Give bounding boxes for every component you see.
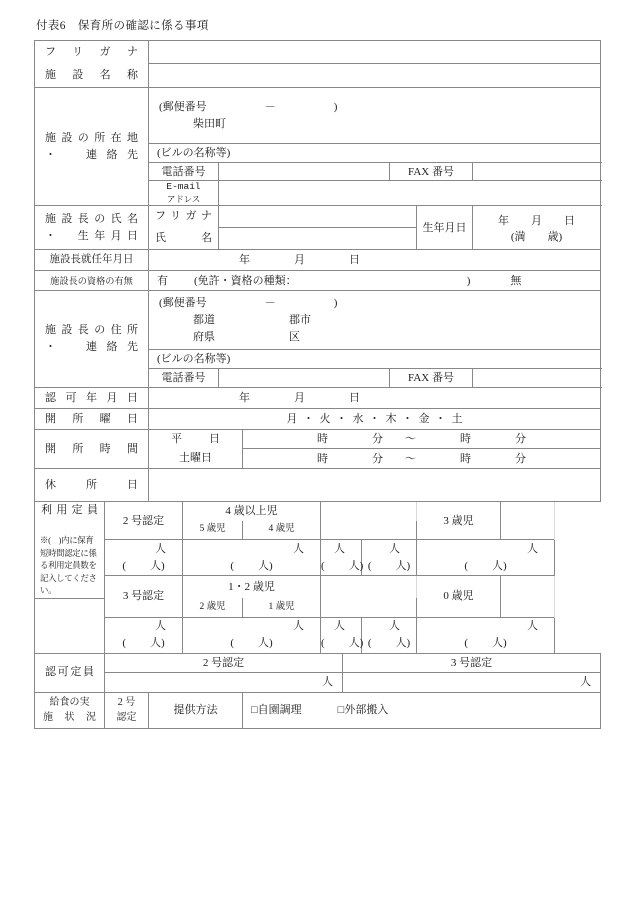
label-closed-days — [35, 469, 149, 502]
label-capacity-age5 — [183, 521, 243, 540]
capacity-value-type3-total[interactable] — [105, 617, 183, 653]
field-facility-email[interactable] — [219, 181, 601, 206]
building-label: (ビルの名称等) — [157, 147, 231, 159]
director-postal-dash: － — [264, 297, 276, 309]
capacity-age5-label: 5 歳児 — [199, 524, 226, 535]
unit-paren-8 — [321, 635, 364, 652]
field-appointment-date[interactable] — [149, 250, 601, 271]
field-meals-options[interactable] — [243, 692, 601, 728]
label-facility-email — [149, 181, 219, 206]
facility-address-content — [149, 95, 600, 136]
field-director-shimei[interactable] — [219, 228, 417, 250]
capacity-value-age4[interactable] — [362, 540, 417, 576]
meals-type2-line1: 2 号 — [117, 697, 136, 708]
field-facility-tel[interactable] — [219, 163, 390, 181]
label-open-hours — [35, 430, 149, 469]
table-row-approved-capacity-header — [35, 653, 601, 672]
meals-options — [243, 702, 600, 718]
field-approval-date[interactable] — [149, 388, 601, 409]
unit-paren-3 — [321, 558, 364, 575]
label-saturday — [149, 449, 243, 469]
facility-postal-line — [159, 101, 337, 113]
capacity-age12-label: 1・2 歳児 — [228, 581, 275, 593]
table-row-capacity-type3-header — [35, 576, 601, 599]
unit-person-1: 人 — [155, 542, 167, 555]
label-facility-address — [35, 88, 149, 206]
table-row-appointment-date — [35, 250, 601, 271]
capacity-label-spacer — [35, 598, 105, 653]
spacer-type2-right — [501, 502, 555, 521]
meals-method-label: 提供方法 — [173, 704, 218, 716]
paren-open-10: ( — [464, 637, 469, 649]
approved-type2-label: 2 号認定 — [202, 656, 245, 669]
paren-close-5: 人) — [492, 559, 507, 572]
unit-person-8: 人 — [334, 620, 346, 632]
approval-date-ymd: 年 月 日 — [239, 392, 361, 404]
email-label-line2: アドレス — [166, 194, 201, 204]
unit-person-9: 人 — [389, 620, 401, 632]
director-postal-close: ) — [333, 297, 338, 309]
qualification-label: 施設長の資格の有無 — [50, 275, 133, 286]
open-days-sep-3: ・ — [369, 413, 381, 425]
label-capacity-age2 — [183, 598, 243, 617]
meals-type2-line2: 認定 — [116, 712, 137, 723]
label-capacity-age3 — [417, 502, 501, 540]
field-facility-building[interactable] — [149, 144, 601, 163]
open-days-sep-4: ・ — [402, 413, 414, 425]
meals-label-line1: 給食の実 — [49, 697, 90, 708]
label-director-shimei — [149, 228, 219, 250]
director-tel-label: 電話番号 — [161, 372, 206, 384]
table-row-meals — [35, 692, 601, 728]
fax-label: FAX 番号 — [408, 165, 454, 178]
label-director-furigana — [149, 206, 219, 228]
city-line2: 区 — [289, 331, 301, 343]
field-qualification[interactable] — [149, 271, 601, 291]
field-facility-fax[interactable] — [473, 163, 601, 181]
appointment-ymd: 年 月 日 — [239, 254, 361, 266]
paren-open-4: ( — [367, 559, 372, 572]
qualification-close: ) — [466, 274, 471, 287]
capacity-value-age1[interactable] — [362, 617, 417, 653]
field-director-furigana[interactable] — [219, 206, 417, 228]
label-facility-name — [35, 64, 149, 88]
prefecture-city-row-1 — [159, 312, 600, 329]
open-days-sep-5: ・ — [435, 413, 447, 425]
capacity-label: 利用定員 — [41, 504, 98, 516]
field-facility-name[interactable] — [149, 64, 601, 88]
label-appointment-date — [35, 250, 149, 271]
label-meals-method — [149, 692, 243, 728]
approved-type2-unit: 人 — [322, 676, 334, 688]
capacity-age3-label: 3 歳児 — [443, 514, 474, 527]
table-row-open-hours-weekday — [35, 430, 601, 449]
paren-open-2: ( — [230, 559, 235, 572]
postal-label: (郵便番号 — [159, 101, 207, 113]
label-weekday — [149, 430, 243, 449]
open-day-tue[interactable]: 火 — [319, 413, 331, 425]
label-facility-fax — [390, 163, 473, 181]
director-postal-label: (郵便番号 — [159, 297, 207, 309]
paren-close-2: 人) — [258, 559, 273, 572]
unit-person-10: 人 — [527, 620, 539, 632]
capacity-value-age3[interactable] — [417, 540, 555, 576]
paren-open-6: ( — [122, 637, 126, 649]
postal-dash: － — [264, 101, 276, 113]
unit-person-4: 人 — [389, 542, 401, 555]
label-director-fax — [390, 369, 473, 388]
table-row-director-address — [35, 291, 601, 350]
field-director-building[interactable] — [149, 350, 601, 369]
meals-label-line2: 施状況 — [43, 712, 96, 723]
paren-open-3: ( — [321, 559, 325, 572]
qualification-yes[interactable]: 有 — [157, 274, 169, 287]
table-row-approval-date — [35, 388, 601, 409]
capacity-value-age2[interactable] — [321, 617, 362, 653]
city-line1: 郡市 — [289, 314, 312, 326]
checkbox-inhouse-cooking[interactable]: □自園調理 — [251, 704, 302, 716]
prefecture-line1: 都道 — [193, 314, 216, 326]
unit-paren-9 — [362, 635, 416, 652]
open-day-sat[interactable]: 土 — [451, 413, 463, 425]
checkbox-external-delivery[interactable]: □外部搬入 — [337, 704, 389, 716]
field-closed-days[interactable] — [149, 469, 601, 502]
field-saturday-hours[interactable] — [243, 449, 601, 469]
spacer-type2-right2 — [501, 521, 555, 540]
capacity-age4plus-label: 4 歳以上児 — [225, 505, 278, 518]
approved-capacity-label: 認可定員 — [45, 666, 94, 678]
unit-paren-10 — [417, 635, 554, 652]
spacer-type3-right — [501, 576, 555, 599]
label-meals — [35, 692, 105, 728]
table-row-facility-name — [35, 64, 601, 88]
label-capacity-age1 — [243, 598, 321, 617]
field-open-days[interactable] — [149, 409, 601, 430]
unit-person-3: 人 — [334, 542, 346, 555]
saturday-hours-pattern: 時 分 ～ 時 分 — [317, 452, 527, 465]
capacity-age1-label: 1 歳児 — [268, 601, 295, 612]
facility-name-label: 施設名称 — [45, 68, 139, 81]
field-weekday-hours[interactable] — [243, 430, 601, 449]
director-building-label: (ビルの名称等) — [157, 353, 231, 365]
label-capacity-age12 — [183, 576, 321, 599]
unit-paren-7 — [183, 635, 320, 652]
qualification-options — [149, 273, 600, 289]
field-director-address[interactable] — [149, 291, 601, 350]
label-approved-type3 — [343, 653, 601, 672]
director-address-content — [149, 291, 600, 349]
capacity-type2-label: 2 号認定 — [122, 514, 165, 527]
open-hours-label: 開所時間 — [45, 442, 139, 455]
table-row-capacity-type2-header — [35, 502, 601, 521]
field-approved-type2[interactable] — [105, 672, 343, 692]
label-approval-date — [35, 388, 149, 409]
table-row-closed-days — [35, 469, 601, 502]
label-birthdate — [417, 206, 473, 250]
unit-paren-1 — [105, 558, 182, 575]
unit-person-6: 人 — [155, 620, 167, 632]
director-fax-label: FAX 番号 — [408, 372, 454, 384]
label-meals-type2 — [105, 692, 149, 728]
label-director-address — [35, 291, 149, 388]
capacity-note: ※( )内に保育短時間認定に係る利用定員数を記入してください。 — [40, 536, 97, 595]
paren-open-7: ( — [230, 637, 235, 649]
director-name-label-line1: 施設長の氏名 — [45, 212, 139, 225]
prefecture-city-row-2 — [159, 329, 600, 346]
table-row-qualification — [35, 271, 601, 291]
paren-close-8: 人) — [348, 637, 364, 649]
paren-close-3: 人) — [348, 559, 364, 572]
label-capacity-type3 — [105, 576, 183, 618]
director-address-label-line1: 施設長の住所 — [45, 324, 139, 336]
field-birthdate[interactable] — [473, 206, 601, 250]
capacity-type3-label: 3 号認定 — [122, 590, 165, 603]
weekday-hours-pattern: 時 分 ～ 時 分 — [317, 433, 527, 445]
capacity-value-age5[interactable] — [321, 540, 362, 576]
capacity-age2-label: 2 歳児 — [199, 601, 226, 612]
spacer-type3-mid — [321, 576, 417, 599]
director-furigana-label: フリガナ — [155, 210, 213, 223]
table-row-approved-capacity-values — [35, 672, 601, 692]
label-qualification — [35, 271, 149, 291]
director-name-label-line2: ・ 生年月日 — [45, 229, 139, 242]
label-approved-type2 — [105, 653, 343, 672]
saturday-label: 土曜日 — [179, 452, 213, 465]
open-day-thu[interactable]: 木 — [385, 413, 397, 425]
facility-confirmation-form — [34, 40, 601, 729]
open-days-list — [149, 411, 600, 427]
unit-person-7: 人 — [293, 620, 305, 632]
paren-open-1: ( — [122, 559, 126, 572]
capacity-age4-label: 4 歳児 — [268, 524, 295, 535]
open-day-fri[interactable]: 金 — [418, 413, 430, 425]
qualification-no[interactable]: 無 — [510, 274, 522, 287]
unit-person-2: 人 — [293, 542, 305, 555]
label-facility-tel — [149, 163, 219, 181]
paren-close-10: 人) — [492, 637, 507, 649]
director-shimei-label: 氏名 — [155, 231, 213, 244]
email-label-line1: E-mail — [166, 181, 201, 192]
page-title: 付表6 保育所の確認に係る事項 — [36, 20, 209, 32]
approved-type3-unit: 人 — [580, 676, 592, 688]
paren-open-5: ( — [464, 559, 469, 572]
open-day-mon[interactable]: 月 — [286, 413, 298, 425]
prefecture-line2: 府県 — [193, 331, 216, 343]
postal-close: ) — [333, 101, 338, 113]
label-director-tel — [149, 369, 219, 388]
open-days-sep-2: ・ — [336, 413, 348, 425]
label-open-days — [35, 409, 149, 430]
label-capacity-age4plus — [183, 502, 321, 521]
field-facility-address[interactable] — [149, 88, 601, 144]
table-row-director-name — [35, 206, 601, 228]
table-row-capacity-type2-values — [35, 540, 601, 576]
label-capacity — [35, 502, 105, 599]
open-day-wed[interactable]: 水 — [352, 413, 364, 425]
facility-address-label-line1: 施設の所在地 — [45, 131, 139, 144]
label-approved-capacity — [35, 653, 105, 692]
birthdate-age: (満 歳) — [510, 230, 563, 243]
unit-paren-4 — [362, 558, 416, 575]
birthdate-ymd: 年 月 日 — [498, 214, 576, 227]
paren-close-4: 人) — [395, 559, 411, 572]
birthdate-label: 生年月日 — [422, 221, 467, 234]
approved-type3-label: 3 号認定 — [450, 656, 493, 669]
qualification-kind-label: (免許・資格の種類： — [194, 274, 297, 287]
capacity-age0-label: 0 歳児 — [443, 590, 474, 603]
closed-days-label: 休所日 — [45, 478, 139, 491]
open-days-label: 開所曜日 — [45, 412, 139, 425]
capacity-value-type2-total[interactable] — [105, 540, 183, 576]
paren-open-8: ( — [321, 637, 325, 649]
label-furigana — [35, 41, 149, 64]
field-furigana[interactable] — [149, 41, 601, 64]
spacer-type3-mid2 — [321, 598, 417, 617]
capacity-value-age12[interactable] — [183, 617, 321, 653]
paren-close-6: 人) — [150, 637, 165, 649]
table-row-capacity-type3-values — [35, 617, 601, 653]
tel-label: 電話番号 — [161, 165, 206, 178]
approval-date-label: 認可年月日 — [45, 391, 139, 404]
table-row-open-days — [35, 409, 601, 430]
label-director-name — [35, 206, 149, 250]
field-director-fax[interactable] — [473, 369, 601, 388]
field-approved-type3[interactable] — [343, 672, 601, 692]
table-row-furigana — [35, 41, 601, 64]
furigana-label: フリガナ — [45, 45, 139, 58]
facility-address-label-line2: ・ 連絡先 — [45, 148, 139, 161]
appointment-label: 施設長就任年月日 — [49, 254, 134, 265]
weekday-label: 平日 — [171, 432, 221, 445]
unit-paren-6 — [105, 635, 182, 652]
spacer-type3-right2 — [501, 598, 555, 617]
table-row-facility-address — [35, 88, 601, 144]
paren-close-7: 人) — [258, 637, 273, 649]
label-capacity-type2 — [105, 502, 183, 540]
capacity-value-age4plus[interactable] — [183, 540, 321, 576]
paren-close-1: 人) — [150, 559, 165, 572]
unit-paren-5 — [417, 558, 554, 575]
director-address-label-line2: ・ 連絡先 — [45, 341, 139, 353]
director-postal-line — [159, 297, 337, 309]
capacity-value-age0[interactable] — [417, 617, 555, 653]
paren-close-9: 人) — [395, 637, 411, 649]
open-days-sep-1: ・ — [303, 413, 315, 425]
facility-town-value: 柴田町 — [193, 118, 227, 130]
spacer-type2-mid2 — [321, 521, 417, 540]
field-director-tel[interactable] — [219, 369, 390, 388]
paren-open-9: ( — [367, 637, 372, 649]
spacer-type2-mid — [321, 502, 417, 521]
unit-person-5: 人 — [527, 542, 539, 555]
unit-paren-2 — [183, 558, 320, 575]
label-capacity-age0 — [417, 576, 501, 618]
label-capacity-age4 — [243, 521, 321, 540]
